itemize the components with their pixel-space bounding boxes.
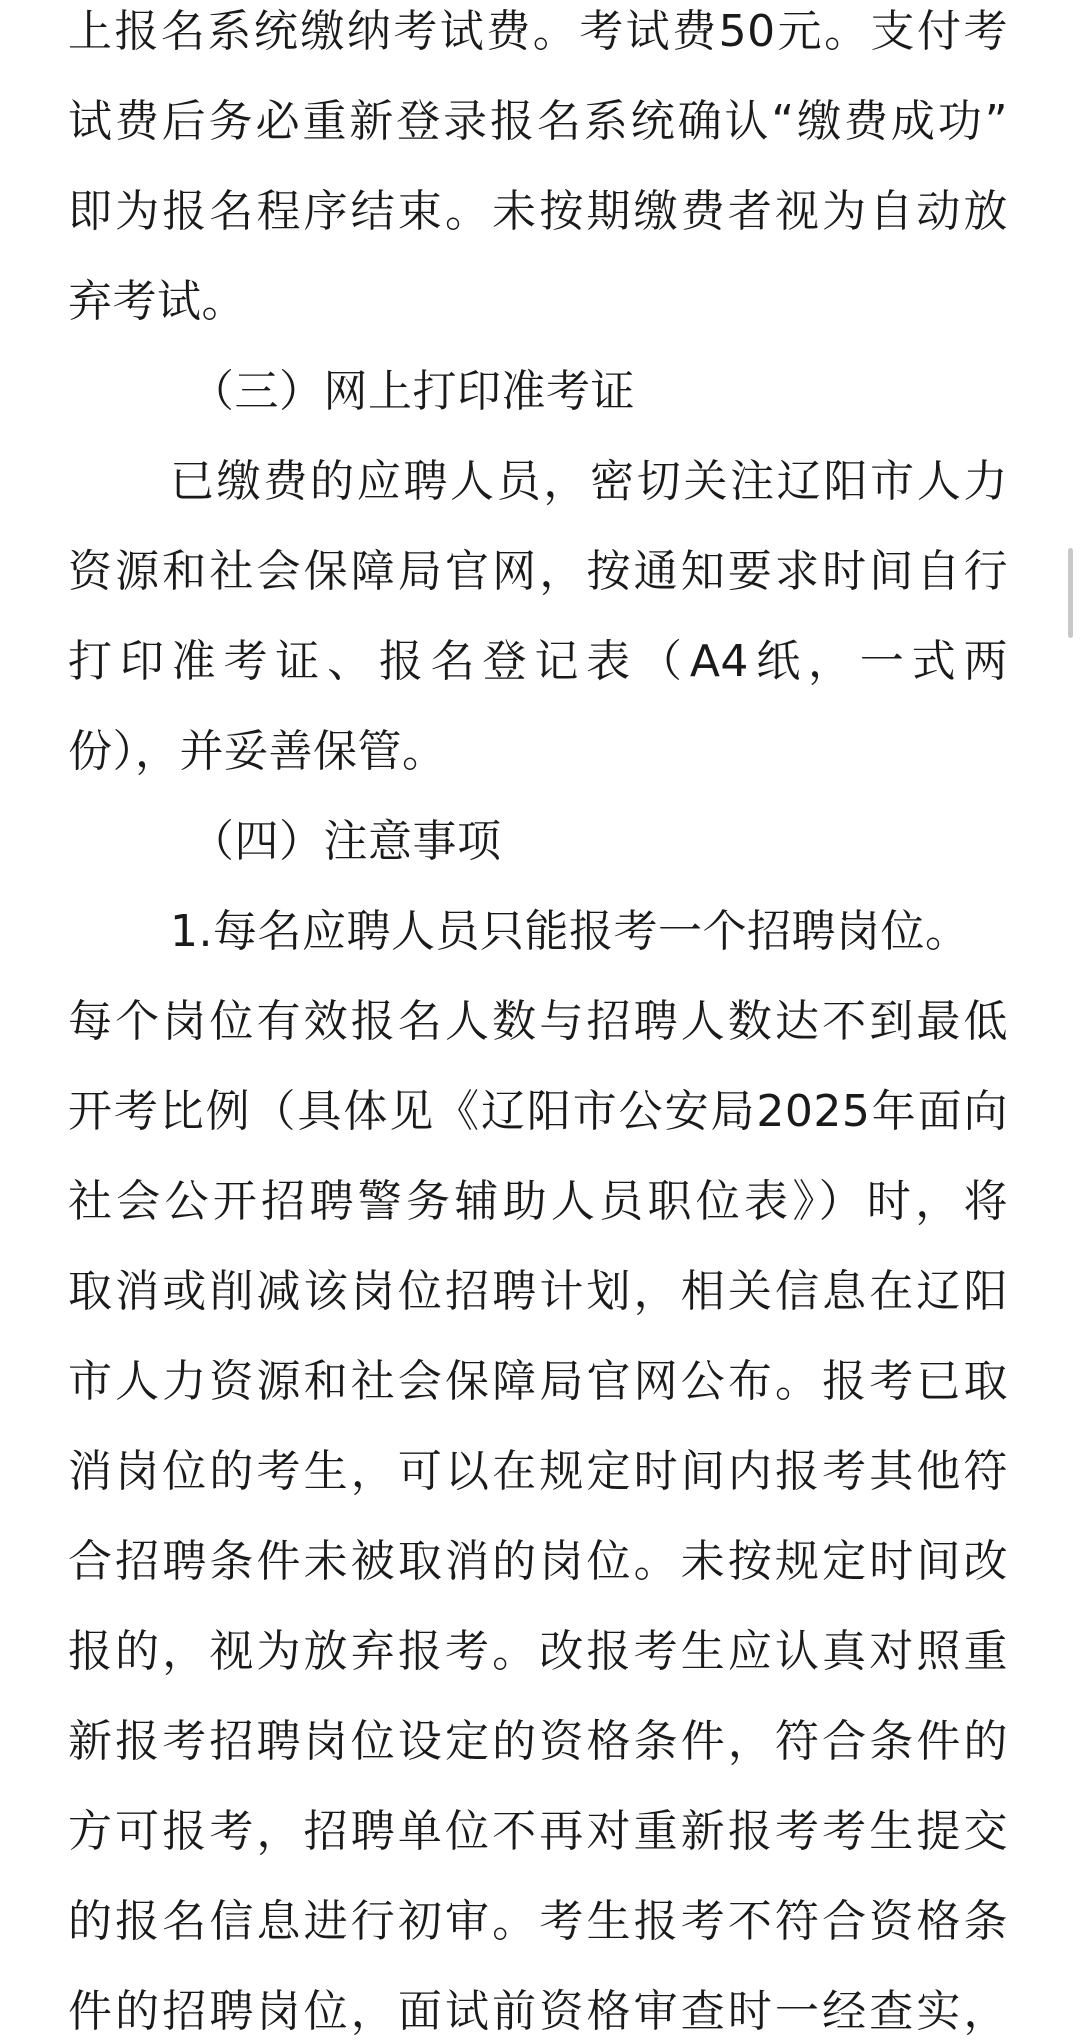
text-line: 每个岗位有效报名人数与招聘人数达不到最低: [68, 996, 1008, 1047]
text-line: 即为报名程序结束。未按期缴费者视为自动放: [68, 186, 1008, 237]
text-line: 取消或削减该岗位招聘计划，相关信息在辽阳: [68, 1266, 1008, 1317]
text-line: 份），并妥善保管。: [68, 726, 447, 777]
text-line: 的报名信息进行初审。考生报考不符合资格条: [68, 1896, 1008, 1947]
text-line: 市人力资源和社会保障局官网公布。报考已取: [68, 1356, 1008, 1407]
text-line: 方可报考，招聘单位不再对重新报考考生提交: [68, 1806, 1008, 1857]
text-line: 合招聘条件未被取消的岗位。未按规定时间改: [68, 1536, 1008, 1587]
text-line: 消岗位的考生，可以在规定时间内报考其他符: [68, 1446, 1008, 1497]
text-line: 打印准考证、报名登记表（A4纸，一式两: [68, 636, 1008, 687]
text-line: 已缴费的应聘人员，密切关注辽阳市人力: [170, 456, 1008, 507]
text-line: 试费后务必重新登录报名系统确认“缴费成功”: [68, 96, 1008, 147]
text-line: 社会公开招聘警务辅助人员职位表》）时，将: [68, 1176, 1008, 1227]
text-line: 上报名系统缴纳考试费。考试费50元。支付考: [68, 6, 1008, 57]
text-line: 1.每名应聘人员只能报考一个招聘岗位。: [170, 906, 970, 957]
section-heading: （三）网上打印准考证: [190, 366, 635, 417]
text-line: 报的，视为放弃报考。改报考生应认真对照重: [68, 1626, 1008, 1677]
scrollbar-thumb[interactable]: [1068, 548, 1073, 638]
section-heading: （四）注意事项: [190, 816, 502, 867]
text-line: 资源和社会保障局官网，按通知要求时间自行: [68, 546, 1008, 597]
text-line: 弃考试。: [68, 276, 246, 327]
text-line: 件的招聘岗位，面试前资格审查时一经查实，: [68, 1986, 1008, 2037]
text-line: 开考比例（具体见《辽阳市公安局2025年面向: [68, 1086, 1008, 1137]
text-line: 新报考招聘岗位设定的资格条件，符合条件的: [68, 1716, 1008, 1767]
